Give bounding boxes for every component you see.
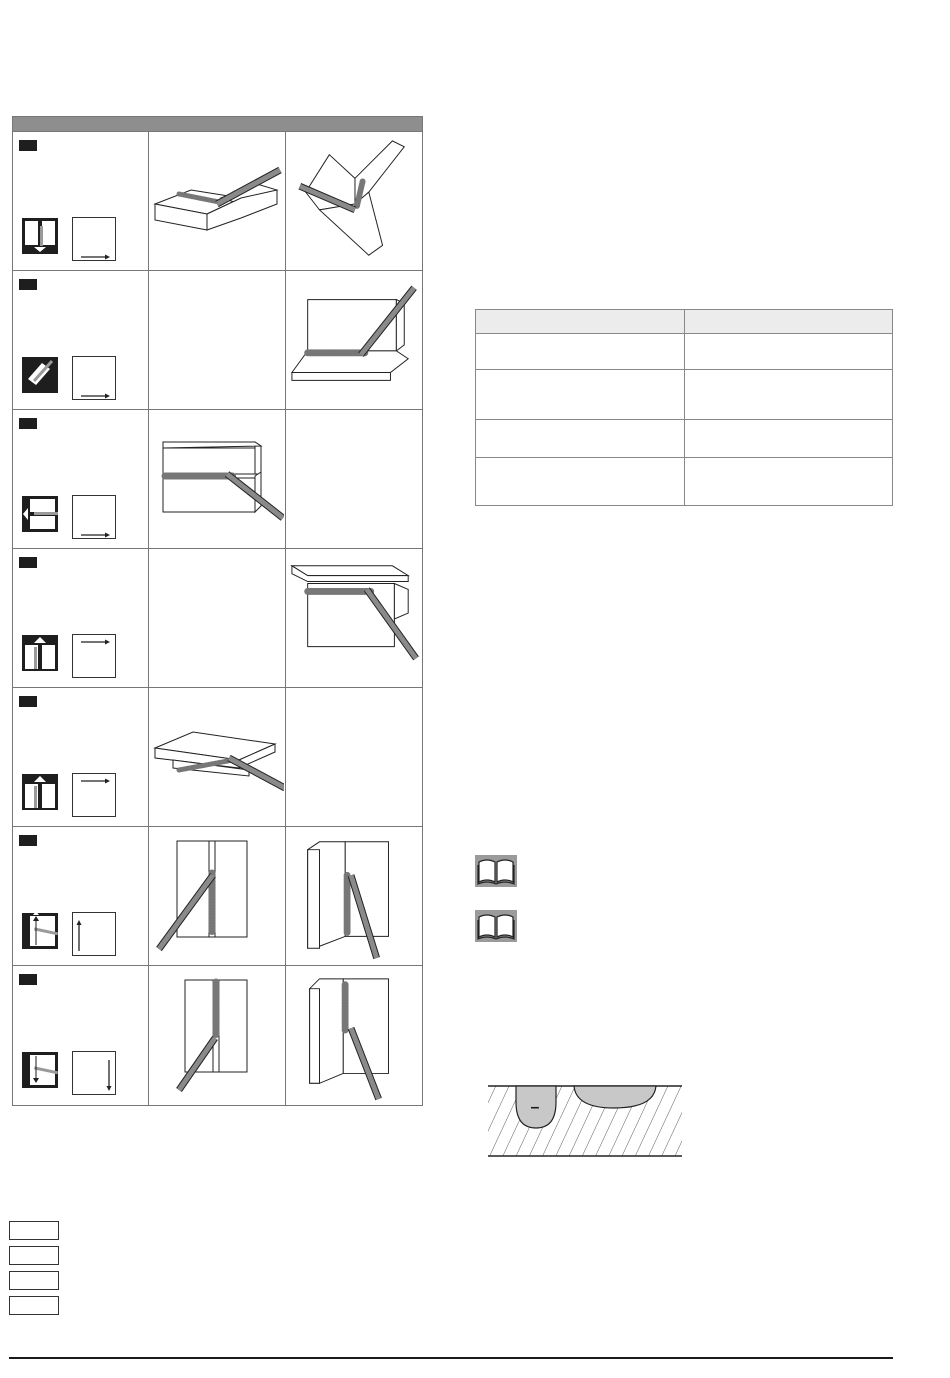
butt-weld-vertical-down-icon bbox=[149, 966, 284, 1104]
fillet-weld-vertical-up-icon bbox=[286, 827, 421, 965]
horizontal-vertical-position-icon bbox=[22, 357, 58, 393]
position-row-2 bbox=[12, 270, 423, 409]
footer-rule bbox=[9, 1357, 893, 1359]
arrow-right-icon bbox=[73, 357, 117, 401]
legend-box bbox=[9, 1246, 59, 1265]
column-divider bbox=[684, 310, 685, 505]
position-code-badge bbox=[19, 974, 37, 985]
parameters-table bbox=[475, 309, 893, 506]
direction-box bbox=[72, 634, 116, 678]
arrow-right-icon bbox=[73, 496, 117, 540]
legend-box bbox=[9, 1221, 59, 1240]
horizontal-position-icon bbox=[22, 496, 58, 532]
fillet-weld-overhead-icon bbox=[286, 549, 421, 687]
position-code-badge bbox=[19, 696, 37, 707]
overhead-horizontal-position-icon bbox=[22, 635, 58, 671]
fillet-weld-horizontal-icon bbox=[286, 271, 421, 409]
butt-weld-flat-icon bbox=[149, 132, 284, 270]
position-row-5 bbox=[12, 687, 423, 826]
position-code-badge bbox=[19, 557, 37, 568]
direction-box bbox=[72, 1051, 116, 1095]
manual-book-icon bbox=[474, 854, 518, 888]
legend-box bbox=[9, 1271, 59, 1290]
arrow-right-icon bbox=[73, 635, 117, 679]
butt-weld-overhead-icon bbox=[149, 688, 284, 826]
flat-position-icon bbox=[22, 218, 58, 254]
position-code-badge bbox=[19, 140, 37, 151]
fillet-weld-flat-icon bbox=[286, 132, 421, 270]
position-code-badge bbox=[19, 418, 37, 429]
position-row-6 bbox=[12, 826, 423, 965]
arrow-up-icon bbox=[73, 913, 117, 957]
direction-box bbox=[72, 912, 116, 956]
penetration-label: – bbox=[530, 1099, 540, 1116]
position-row-1 bbox=[12, 131, 423, 270]
vertical-down-position-icon bbox=[22, 1052, 58, 1088]
legend-box bbox=[9, 1296, 59, 1315]
arrow-down-icon bbox=[73, 1052, 117, 1096]
position-row-7 bbox=[12, 965, 423, 1104]
manual-book-icon bbox=[474, 909, 518, 943]
position-row-3 bbox=[12, 409, 423, 548]
fillet-weld-vertical-down-icon bbox=[286, 966, 421, 1104]
arrow-right-icon bbox=[73, 774, 117, 818]
position-row-4 bbox=[12, 548, 423, 687]
direction-box bbox=[72, 495, 116, 539]
table-header-bar bbox=[12, 116, 423, 131]
overhead-position-icon bbox=[22, 774, 58, 810]
arrow-right-icon bbox=[73, 218, 117, 262]
butt-weld-horizontal-icon bbox=[149, 410, 284, 548]
vertical-up-position-icon bbox=[22, 913, 58, 949]
position-code-badge bbox=[19, 835, 37, 846]
penetration-diagram bbox=[486, 1078, 686, 1162]
welding-positions-table bbox=[12, 116, 423, 1106]
position-code-badge bbox=[19, 279, 37, 290]
direction-box bbox=[72, 217, 116, 261]
butt-weld-vertical-up-icon bbox=[149, 827, 284, 965]
direction-box bbox=[72, 356, 116, 400]
direction-box bbox=[72, 773, 116, 817]
